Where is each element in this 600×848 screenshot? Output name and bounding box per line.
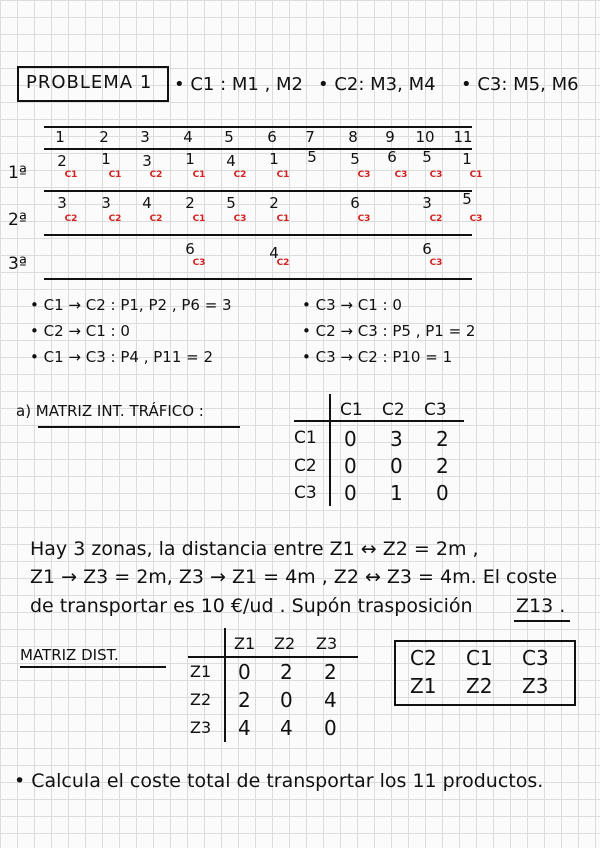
machine-number: 5: [462, 190, 472, 208]
machine-number: 5: [350, 150, 360, 168]
column-header: 10: [415, 128, 435, 146]
machine-number: 6: [350, 194, 360, 212]
distance-cell: 0: [324, 716, 337, 740]
distance-col-header: Z2: [274, 634, 296, 653]
machine-number: 1: [462, 150, 472, 168]
traffic-col-header: C2: [382, 400, 405, 420]
distance-cell: 2: [280, 660, 293, 684]
column-header: 11: [453, 128, 473, 146]
group-c1: • C1 : M1 , M2: [174, 74, 303, 95]
machine-number: 1: [269, 150, 279, 168]
assignment-cell: C3: [522, 646, 549, 670]
column-header: 4: [183, 128, 193, 146]
flow-c1-c3: • C1 → C3 : P4 , P11 = 2: [30, 348, 214, 366]
machine-number: 1: [185, 150, 195, 168]
column-header: 6: [267, 128, 277, 146]
assignment-cell: C1: [466, 646, 493, 670]
traffic-cell: 1: [390, 481, 403, 505]
machine-number: 4: [142, 194, 152, 212]
traffic-row-label: C3: [294, 483, 317, 503]
traffic-cell: 0: [390, 454, 403, 478]
column-header: 9: [385, 128, 395, 146]
traffic-cell: 0: [344, 481, 357, 505]
machine-number: 5: [422, 148, 432, 166]
distance-col-header: Z1: [234, 634, 256, 653]
flow-c2-c3: • C2 → C3 : P5 , P1 = 2: [302, 322, 476, 340]
label-underline: [38, 426, 240, 428]
traffic-cell: 0: [344, 427, 357, 451]
machine-number: 3: [142, 152, 152, 170]
statement-line-z13: Z13 .: [516, 595, 566, 617]
distance-row-label: Z2: [190, 690, 212, 709]
traffic-row-label: C2: [294, 456, 317, 476]
machine-number: 6: [422, 240, 432, 258]
distance-cell: 0: [280, 688, 293, 712]
assignment-cell: Z2: [466, 674, 493, 698]
cell-class-label: C2: [429, 214, 443, 224]
problem-title: PROBLEMA 1: [26, 72, 153, 93]
traffic-matrix-label: a) MATRIZ INT. TRÁFICO :: [16, 402, 204, 420]
process-table: [0, 0, 600, 300]
traffic-cell: 2: [436, 427, 449, 451]
cell-class-label: C3: [357, 214, 371, 224]
cell-class-label: C3: [233, 214, 247, 224]
cell-class-label: C2: [149, 170, 163, 180]
cell-class-label: C2: [108, 214, 122, 224]
machine-number: 1: [101, 150, 111, 168]
cell-class-label: C1: [469, 170, 483, 180]
cell-class-label: C3: [469, 214, 483, 224]
cell-class-label: C1: [276, 170, 290, 180]
column-header: 2: [99, 128, 109, 146]
row-label: 2ª: [8, 210, 27, 230]
question: • Calcula el coste total de transportar los 11 productos.: [14, 770, 544, 792]
traffic-cell: 0: [344, 454, 357, 478]
row-label: 1ª: [8, 163, 27, 183]
statement-line: Hay 3 zonas, la distancia entre Z1 ↔ Z2 = 2m ,: [30, 538, 479, 560]
traffic-matrix-header-line: [294, 420, 464, 422]
flow-c3-c2: • C3 → C2 : P10 = 1: [302, 348, 453, 366]
machine-number: 6: [387, 148, 397, 166]
distance-row-label: Z1: [190, 662, 212, 681]
distance-row-label: Z3: [190, 718, 212, 737]
column-header: 5: [224, 128, 234, 146]
distance-matrix-label: MATRIZ DIST.: [20, 646, 119, 664]
traffic-col-header: C3: [424, 400, 447, 420]
machine-number: 2: [57, 152, 67, 170]
traffic-col-header: C1: [340, 400, 363, 420]
row-separator: [44, 190, 472, 192]
row-separator: [44, 234, 472, 236]
traffic-cell: 3: [390, 427, 403, 451]
distance-cell: 4: [280, 716, 293, 740]
cell-class-label: C1: [108, 170, 122, 180]
column-header: 1: [55, 128, 65, 146]
group-c3: • C3: M5, M6: [461, 74, 579, 95]
distance-cell: 4: [324, 688, 337, 712]
cell-class-label: C2: [64, 214, 78, 224]
assignment-cell: Z1: [410, 674, 437, 698]
cell-class-label: C2: [149, 214, 163, 224]
cell-class-label: C1: [192, 214, 206, 224]
column-header: 3: [140, 128, 150, 146]
cell-class-label: C1: [276, 214, 290, 224]
cell-class-label: C1: [192, 170, 206, 180]
machine-number: 3: [57, 194, 67, 212]
cell-class-label: C1: [64, 170, 78, 180]
machine-number: 5: [226, 194, 236, 212]
traffic-matrix-divider: [329, 394, 331, 506]
cell-class-label: C3: [429, 258, 443, 268]
distance-col-header: Z3: [316, 634, 338, 653]
cell-class-label: C3: [357, 170, 371, 180]
traffic-cell: 0: [436, 481, 449, 505]
distance-cell: 2: [238, 688, 251, 712]
cell-class-label: C3: [394, 170, 408, 180]
statement-line: Z1 → Z3 = 2m, Z3 → Z1 = 4m , Z2 ↔ Z3 = 4m. El coste: [30, 566, 558, 588]
distance-cell: 2: [324, 660, 337, 684]
table-bottom-line: [44, 278, 472, 280]
assignment-cell: Z3: [522, 674, 549, 698]
machine-number: 4: [269, 244, 279, 262]
machine-number: 3: [101, 194, 111, 212]
distance-cell: 4: [238, 716, 251, 740]
machine-number: 6: [185, 240, 195, 258]
row-label: 3ª: [8, 254, 27, 274]
machine-number: 2: [185, 194, 195, 212]
statement-line: de transportar es 10 €/ud . Supón trasposición: [30, 595, 473, 617]
machine-number: 4: [226, 152, 236, 170]
flow-c2-c1: • C2 → C1 : 0: [30, 322, 130, 340]
distance-matrix-header-line: [188, 656, 358, 658]
flow-c3-c1: • C3 → C1 : 0: [302, 296, 402, 314]
cell-class-label: C3: [429, 170, 443, 180]
column-header: 7: [305, 128, 315, 146]
distance-matrix-divider: [224, 628, 226, 742]
flow-c1-c2: • C1 → C2 : P1, P2 , P6 = 3: [30, 296, 232, 314]
label-underline: [20, 666, 166, 668]
machine-number: 3: [422, 194, 432, 212]
distance-cell: 0: [238, 660, 251, 684]
group-c2: • C2: M3, M4: [318, 74, 436, 95]
machine-number: 5: [307, 148, 317, 166]
cell-class-label: C3: [192, 258, 206, 268]
cell-class-label: C2: [233, 170, 247, 180]
column-header: 8: [348, 128, 358, 146]
traffic-cell: 2: [436, 454, 449, 478]
machine-number: 2: [269, 194, 279, 212]
z13-underline: [514, 620, 570, 622]
traffic-row-label: C1: [294, 428, 317, 448]
cell-class-label: C2: [276, 258, 290, 268]
assignment-cell: C2: [410, 646, 437, 670]
